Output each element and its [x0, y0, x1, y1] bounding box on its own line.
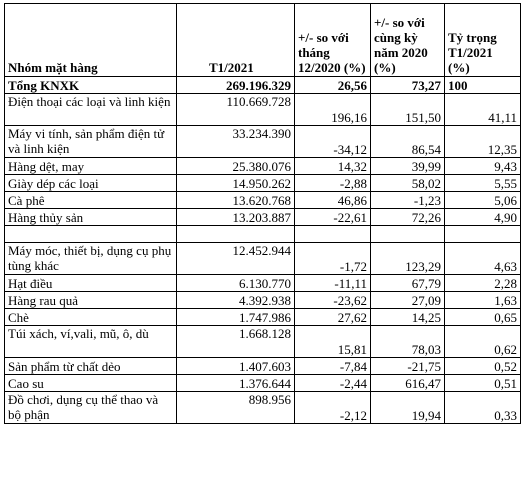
item-value: 1.747.986 — [177, 309, 295, 326]
item-share: 12,35 — [445, 126, 521, 158]
item-vs-year: 39,99 — [371, 158, 445, 175]
item-vs-year: -21,75 — [371, 358, 445, 375]
item-name: Hàng dệt, may — [5, 158, 177, 175]
item-value: 14.950.262 — [177, 175, 295, 192]
item-name: Điện thoại các loại và linh kiện — [5, 94, 177, 126]
item-value: 898.956 — [177, 392, 295, 424]
item-vs-year: 67,79 — [371, 275, 445, 292]
table-row — [5, 175, 521, 192]
item-vs-year: -1,23 — [371, 192, 445, 209]
spacer-row — [5, 226, 521, 243]
item-value: 1.376.644 — [177, 375, 295, 392]
item-name: Hạt điều — [5, 275, 177, 292]
item-vs-year: 86,54 — [371, 126, 445, 158]
item-vs-year: 78,03 — [371, 326, 445, 358]
item-vs-prev: 27,62 — [295, 309, 371, 326]
item-share: 0,52 — [445, 358, 521, 375]
item-vs-prev: -11,11 — [295, 275, 371, 292]
item-vs-year: 123,29 — [371, 243, 445, 275]
item-name: Máy vi tính, sản phẩm điện tử và linh kiện — [5, 126, 177, 158]
item-value: 12.452.944 — [177, 243, 295, 275]
total-share: 100 — [445, 77, 521, 94]
item-share: 1,63 — [445, 292, 521, 309]
item-share: 5,06 — [445, 192, 521, 209]
item-share: 2,28 — [445, 275, 521, 292]
item-vs-year: 27,09 — [371, 292, 445, 309]
table-row — [5, 243, 521, 275]
item-share: 0,65 — [445, 309, 521, 326]
item-share: 0,33 — [445, 392, 521, 424]
table-row — [5, 192, 521, 209]
item-value: 25.380.076 — [177, 158, 295, 175]
item-vs-year: 72,26 — [371, 209, 445, 226]
total-vs-prev: 26,56 — [295, 77, 371, 94]
item-vs-prev: -34,12 — [295, 126, 371, 158]
item-name: Túi xách, ví,vali, mũ, ô, dù — [5, 326, 177, 358]
header-row — [5, 4, 521, 77]
item-vs-year: 14,25 — [371, 309, 445, 326]
item-value: 13.203.887 — [177, 209, 295, 226]
item-name: Hàng thủy sản — [5, 209, 177, 226]
table-row — [5, 309, 521, 326]
item-share: 5,55 — [445, 175, 521, 192]
item-vs-prev: -2,88 — [295, 175, 371, 192]
item-value: 33.234.390 — [177, 126, 295, 158]
item-vs-prev: 196,16 — [295, 94, 371, 126]
item-vs-prev: -2,44 — [295, 375, 371, 392]
item-share: 0,51 — [445, 375, 521, 392]
table-row — [5, 292, 521, 309]
item-vs-prev: -2,12 — [295, 392, 371, 424]
item-name: Chè — [5, 309, 177, 326]
item-share: 4,90 — [445, 209, 521, 226]
item-share: 9,43 — [445, 158, 521, 175]
item-vs-year: 151,50 — [371, 94, 445, 126]
item-value: 6.130.770 — [177, 275, 295, 292]
item-name: Máy móc, thiết bị, dụng cụ phụ tùng khác — [5, 243, 177, 275]
table-row — [5, 326, 521, 358]
item-share: 4,63 — [445, 243, 521, 275]
table-row — [5, 375, 521, 392]
item-vs-prev: 15,81 — [295, 326, 371, 358]
item-vs-prev: -22,61 — [295, 209, 371, 226]
item-name: Cà phê — [5, 192, 177, 209]
table-row — [5, 275, 521, 292]
item-name: Sản phẩm từ chất dẻo — [5, 358, 177, 375]
table-row — [5, 94, 521, 126]
item-value: 1.407.603 — [177, 358, 295, 375]
item-value: 13.620.768 — [177, 192, 295, 209]
item-vs-year: 58,02 — [371, 175, 445, 192]
item-value: 110.669.728 — [177, 94, 295, 126]
item-vs-prev: -1,72 — [295, 243, 371, 275]
item-vs-prev: -7,84 — [295, 358, 371, 375]
item-name: Giày dép các loại — [5, 175, 177, 192]
export-table — [4, 3, 521, 424]
item-vs-prev: -23,62 — [295, 292, 371, 309]
item-vs-prev: 14,32 — [295, 158, 371, 175]
header-group: Nhóm mặt hàng — [5, 4, 177, 77]
item-share: 0,62 — [445, 326, 521, 358]
item-name: Hàng rau quả — [5, 292, 177, 309]
item-vs-year: 616,47 — [371, 375, 445, 392]
header-vs-prev-month: +/- so với tháng 12/2020 (%) — [295, 4, 371, 77]
item-value: 4.392.938 — [177, 292, 295, 309]
header-t1: T1/2021 — [177, 4, 295, 77]
header-vs-same-period: +/- so với cùng kỳ năm 2020 (%) — [371, 4, 445, 77]
item-name: Cao su — [5, 375, 177, 392]
table-row — [5, 392, 521, 424]
header-share: Tỷ trọng T1/2021 (%) — [445, 4, 521, 77]
table-row — [5, 358, 521, 375]
total-row — [5, 77, 521, 94]
total-value: 269.196.329 — [177, 77, 295, 94]
total-vs-year: 73,27 — [371, 77, 445, 94]
item-vs-year: 19,94 — [371, 392, 445, 424]
item-name: Đồ chơi, dụng cụ thể thao và bộ phận — [5, 392, 177, 424]
item-vs-prev: 46,86 — [295, 192, 371, 209]
table-row — [5, 209, 521, 226]
table-row — [5, 126, 521, 158]
table-row — [5, 158, 521, 175]
item-share: 41,11 — [445, 94, 521, 126]
item-value: 1.668.128 — [177, 326, 295, 358]
total-label: Tổng KNXK — [5, 77, 177, 94]
